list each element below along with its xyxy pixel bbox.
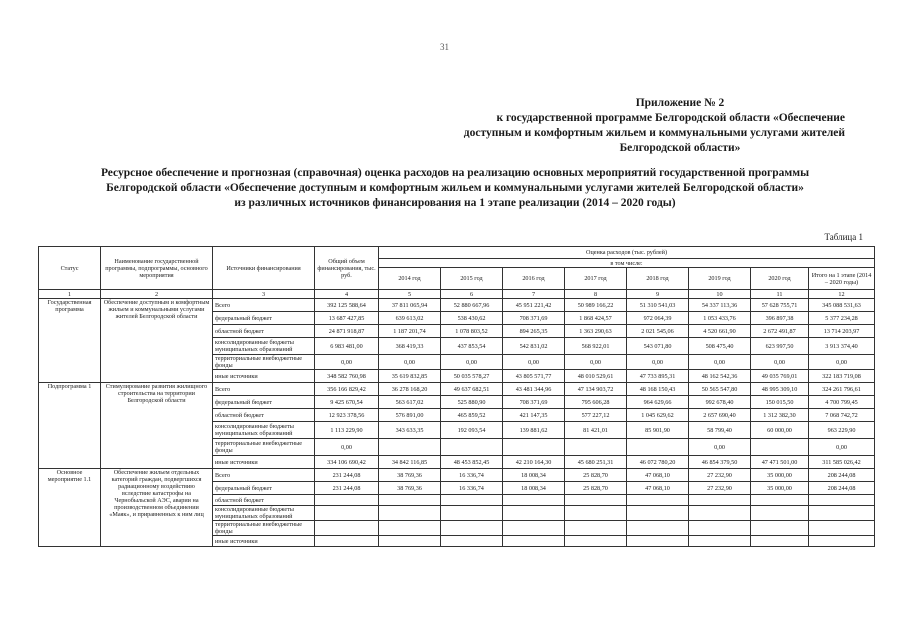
row-value: 0,00 — [441, 355, 503, 370]
row-value: 334 106 690,42 — [315, 456, 379, 469]
column-index: 9 — [627, 290, 689, 299]
row-value: 0,00 — [503, 355, 565, 370]
row-value: 0,00 — [565, 355, 627, 370]
header-year: 2014 год — [379, 268, 441, 290]
row-value: 35 000,00 — [751, 482, 809, 495]
row-value: 48 010 529,61 — [565, 370, 627, 383]
row-value: 16 336,74 — [441, 469, 503, 482]
row-value: 795 606,28 — [565, 396, 627, 409]
row-source: Всего — [213, 299, 315, 312]
row-value: 231 244,08 — [315, 469, 379, 482]
row-value — [809, 495, 875, 506]
row-source: Всего — [213, 383, 315, 396]
row-name: Обеспечение жильем отдельных категорий граждан, подвергшихся радиационному воздействию вследствие катастрофы на Чернобыльской АЭС, аварии на производственном объединении «Маяк», и приравненных к ним лиц — [101, 469, 213, 547]
row-value: 52 880 667,96 — [441, 299, 503, 312]
column-index: 4 — [315, 290, 379, 299]
appendix-line: к государственной программе Белгородской области «Обеспечение — [496, 112, 845, 124]
row-value: 54 337 113,36 — [689, 299, 751, 312]
row-value: 508 475,40 — [689, 338, 751, 355]
row-value: 208 244,08 — [809, 469, 875, 482]
row-value: 45 680 251,31 — [565, 456, 627, 469]
row-source: федеральный бюджет — [213, 312, 315, 325]
row-value: 35 000,00 — [751, 469, 809, 482]
row-value — [627, 536, 689, 547]
row-value — [627, 495, 689, 506]
row-value: 18 008,34 — [503, 469, 565, 482]
table-row — [39, 383, 875, 396]
row-value — [503, 536, 565, 547]
row-name: Обеспечение доступным и комфортным жильем и коммунальными услугами жителей Белгородской области — [101, 299, 213, 383]
row-value: 47 068,10 — [627, 469, 689, 482]
heading-line: из различных источников финансирования на 1 этапе реализации (2014 – 2020 годы) — [234, 197, 676, 209]
row-source: федеральный бюджет — [213, 482, 315, 495]
header-estimate: Оценка расходов (тыс. рублей) — [379, 247, 875, 259]
row-value: 0,00 — [689, 439, 751, 456]
column-index: 2 — [101, 290, 213, 299]
row-value: 12 923 378,56 — [315, 409, 379, 422]
row-value — [689, 506, 751, 521]
row-source: консолидированные бюджеты муниципальных образований — [213, 422, 315, 439]
row-value: 50 035 578,27 — [441, 370, 503, 383]
row-value: 576 891,00 — [379, 409, 441, 422]
row-value — [565, 506, 627, 521]
row-source: областной бюджет — [213, 495, 315, 506]
row-value — [627, 521, 689, 536]
row-value: 1 868 424,57 — [565, 312, 627, 325]
row-value — [441, 439, 503, 456]
row-value: 48 453 852,45 — [441, 456, 503, 469]
row-value: 542 831,02 — [503, 338, 565, 355]
row-value: 24 871 918,87 — [315, 325, 379, 338]
row-value: 0,00 — [751, 355, 809, 370]
row-value: 34 842 116,85 — [379, 456, 441, 469]
column-index: 11 — [751, 290, 809, 299]
row-value: 1 113 229,90 — [315, 422, 379, 439]
row-value: 322 183 719,08 — [809, 370, 875, 383]
header-status: Статус — [39, 247, 101, 290]
row-source: консолидированные бюджеты муниципальных образований — [213, 506, 315, 521]
row-value: 7 068 742,72 — [809, 409, 875, 422]
row-value — [315, 506, 379, 521]
row-value: 43 805 571,77 — [503, 370, 565, 383]
row-value: 538 430,62 — [441, 312, 503, 325]
appendix-line: Белгородской области» — [619, 142, 741, 154]
header-year: 2016 год — [503, 268, 565, 290]
row-value: 3 913 374,40 — [809, 338, 875, 355]
row-value — [441, 495, 503, 506]
row-value: 50 565 547,80 — [689, 383, 751, 396]
row-value: 1 078 803,52 — [441, 325, 503, 338]
document-heading — [40, 166, 870, 211]
row-value: 36 278 168,20 — [379, 383, 441, 396]
row-value — [379, 495, 441, 506]
row-value — [565, 495, 627, 506]
row-value — [315, 521, 379, 536]
row-value: 47 471 501,00 — [751, 456, 809, 469]
header-total: Общий объем финансирования, тыс. руб. — [315, 247, 379, 290]
row-value: 368 419,33 — [379, 338, 441, 355]
row-value — [751, 521, 809, 536]
row-name: Стимулирование развития жилищного строительства на территории Белгородской области — [101, 383, 213, 469]
row-value — [565, 439, 627, 456]
row-value: 48 162 542,36 — [689, 370, 751, 383]
row-status: Подпрограмма 1 — [39, 383, 101, 469]
row-value: 37 811 065,94 — [379, 299, 441, 312]
row-value: 47 134 903,72 — [565, 383, 627, 396]
row-value: 48 995 309,10 — [751, 383, 809, 396]
row-value: 46 854 379,50 — [689, 456, 751, 469]
row-value — [441, 521, 503, 536]
row-value: 356 166 829,42 — [315, 383, 379, 396]
row-value: 525 880,90 — [441, 396, 503, 409]
row-value: 139 881,62 — [503, 422, 565, 439]
row-value: 392 125 588,64 — [315, 299, 379, 312]
row-value: 49 035 769,01 — [751, 370, 809, 383]
row-value: 57 628 755,71 — [751, 299, 809, 312]
header-incl: в том числе: — [379, 259, 875, 268]
row-value — [627, 439, 689, 456]
header-year: 2019 год — [689, 268, 751, 290]
row-source: территориальные внебюджетные фонды — [213, 439, 315, 456]
row-value — [379, 506, 441, 521]
row-value: 1 045 629,62 — [627, 409, 689, 422]
row-value: 421 147,35 — [503, 409, 565, 422]
row-value: 150 015,50 — [751, 396, 809, 409]
row-value: 47 733 895,31 — [627, 370, 689, 383]
row-value: 9 425 670,54 — [315, 396, 379, 409]
row-value: 623 997,50 — [751, 338, 809, 355]
row-value — [503, 495, 565, 506]
row-value — [809, 506, 875, 521]
row-value: 0,00 — [809, 439, 875, 456]
row-value: 16 336,74 — [441, 482, 503, 495]
row-value: 396 897,38 — [751, 312, 809, 325]
column-index: 12 — [809, 290, 875, 299]
row-value: 5 377 234,28 — [809, 312, 875, 325]
row-value: 345 088 531,63 — [809, 299, 875, 312]
header-name: Наименование государственной программы, подпрограммы, основного мероприятия — [101, 247, 213, 290]
row-value: 568 922,01 — [565, 338, 627, 355]
row-value: 1 053 433,76 — [689, 312, 751, 325]
header-year: 2015 год — [441, 268, 503, 290]
row-value: 45 951 221,42 — [503, 299, 565, 312]
row-value: 2 021 545,06 — [627, 325, 689, 338]
row-value: 27 232,90 — [689, 482, 751, 495]
row-value: 963 229,90 — [809, 422, 875, 439]
row-value: 192 093,54 — [441, 422, 503, 439]
row-value: 2 672 491,87 — [751, 325, 809, 338]
header-year: 2017 год — [565, 268, 627, 290]
row-source: Всего — [213, 469, 315, 482]
table-row — [39, 299, 875, 312]
row-source: иные источники — [213, 536, 315, 547]
row-value — [441, 536, 503, 547]
column-index: 10 — [689, 290, 751, 299]
row-value — [689, 536, 751, 547]
row-value: 0,00 — [627, 355, 689, 370]
row-value: 1 363 290,63 — [565, 325, 627, 338]
row-value — [379, 536, 441, 547]
row-value — [503, 439, 565, 456]
table-label: Таблица 1 — [824, 232, 863, 242]
row-value: 43 481 344,96 — [503, 383, 565, 396]
row-value: 894 265,35 — [503, 325, 565, 338]
row-value: 85 901,90 — [627, 422, 689, 439]
heading-line: Белгородской области «Обеспечение доступным и комфортным жильем и коммунальными услугами жителей Белгородской области» — [106, 182, 804, 194]
row-value: 437 853,54 — [441, 338, 503, 355]
row-value: 311 585 026,42 — [809, 456, 875, 469]
row-value: 25 828,70 — [565, 482, 627, 495]
row-value: 639 613,02 — [379, 312, 441, 325]
row-value: 60 000,00 — [751, 422, 809, 439]
row-source: территориальные внебюджетные фонды — [213, 355, 315, 370]
row-status: Государственная программа — [39, 299, 101, 383]
row-value: 0,00 — [689, 355, 751, 370]
row-value: 231 244,08 — [315, 482, 379, 495]
row-value: 6 983 481,00 — [315, 338, 379, 355]
row-value — [809, 536, 875, 547]
row-value — [627, 506, 689, 521]
row-value: 46 072 780,20 — [627, 456, 689, 469]
row-value — [379, 521, 441, 536]
row-value: 972 064,39 — [627, 312, 689, 325]
column-index: 8 — [565, 290, 627, 299]
row-status: Основное мероприятие 1.1 — [39, 469, 101, 547]
header-year: Итого на 1 этапе (2014 – 2020 годы) — [809, 268, 875, 290]
page-number: 31 — [440, 42, 449, 52]
row-source: территориальные внебюджетные фонды — [213, 521, 315, 536]
row-value — [751, 495, 809, 506]
row-value: 13 714 203,97 — [809, 325, 875, 338]
row-value — [503, 506, 565, 521]
row-source: областной бюджет — [213, 409, 315, 422]
appendix-line: доступным и комфортным жильем и коммунальными услугами жителей — [463, 127, 845, 139]
row-value: 708 371,69 — [503, 312, 565, 325]
row-value: 708 371,69 — [503, 396, 565, 409]
row-value: 4 520 661,90 — [689, 325, 751, 338]
row-source: иные источники — [213, 456, 315, 469]
appendix-header — [375, 96, 845, 156]
row-value: 38 769,36 — [379, 469, 441, 482]
row-value: 13 687 427,85 — [315, 312, 379, 325]
column-index: 3 — [213, 290, 315, 299]
row-value: 18 008,34 — [503, 482, 565, 495]
row-value — [315, 495, 379, 506]
row-value: 81 421,01 — [565, 422, 627, 439]
row-source: иные источники — [213, 370, 315, 383]
row-value: 543 071,80 — [627, 338, 689, 355]
column-index: 1 — [39, 290, 101, 299]
row-value — [689, 521, 751, 536]
row-value: 348 582 760,98 — [315, 370, 379, 383]
row-value — [503, 521, 565, 536]
row-value: 465 859,52 — [441, 409, 503, 422]
row-source: консолидированные бюджеты муниципальных образований — [213, 338, 315, 355]
row-value: 964 629,66 — [627, 396, 689, 409]
row-value — [565, 536, 627, 547]
row-value — [751, 506, 809, 521]
column-index: 5 — [379, 290, 441, 299]
row-value: 563 617,02 — [379, 396, 441, 409]
row-value: 1 312 382,30 — [751, 409, 809, 422]
row-value: 51 310 541,03 — [627, 299, 689, 312]
header-source: Источники финансирования — [213, 247, 315, 290]
row-value: 0,00 — [315, 355, 379, 370]
row-value: 50 989 166,22 — [565, 299, 627, 312]
row-source: федеральный бюджет — [213, 396, 315, 409]
row-value: 0,00 — [379, 355, 441, 370]
row-value: 992 678,40 — [689, 396, 751, 409]
column-index: 6 — [441, 290, 503, 299]
table-row — [39, 469, 875, 482]
row-value: 208 244,08 — [809, 482, 875, 495]
row-value — [689, 495, 751, 506]
row-value: 49 637 682,51 — [441, 383, 503, 396]
row-value: 47 068,10 — [627, 482, 689, 495]
row-value: 38 769,36 — [379, 482, 441, 495]
row-value — [379, 439, 441, 456]
row-value — [315, 536, 379, 547]
row-value: 27 232,90 — [689, 469, 751, 482]
row-value: 0,00 — [315, 439, 379, 456]
heading-line: Ресурсное обеспечение и прогнозная (справочная) оценка расходов на реализацию основных мероприятий государственной программы — [100, 167, 810, 179]
row-value: 25 828,70 — [565, 469, 627, 482]
row-value: 1 187 201,74 — [379, 325, 441, 338]
column-index: 7 — [503, 290, 565, 299]
header-year: 2018 год — [627, 268, 689, 290]
row-value: 35 619 832,85 — [379, 370, 441, 383]
row-value — [809, 521, 875, 536]
row-value — [751, 439, 809, 456]
row-value: 42 210 164,30 — [503, 456, 565, 469]
row-value: 58 799,40 — [689, 422, 751, 439]
row-source: областной бюджет — [213, 325, 315, 338]
row-value: 0,00 — [809, 355, 875, 370]
row-value: 577 227,12 — [565, 409, 627, 422]
row-value — [751, 536, 809, 547]
row-value: 343 633,35 — [379, 422, 441, 439]
row-value — [441, 506, 503, 521]
row-value — [565, 521, 627, 536]
row-value: 324 261 796,61 — [809, 383, 875, 396]
row-value: 48 168 150,43 — [627, 383, 689, 396]
appendix-title: Приложение № 2 — [635, 97, 725, 109]
header-year: 2020 год — [751, 268, 809, 290]
resource-table — [38, 246, 875, 547]
row-value: 4 700 799,45 — [809, 396, 875, 409]
row-value: 2 657 690,40 — [689, 409, 751, 422]
